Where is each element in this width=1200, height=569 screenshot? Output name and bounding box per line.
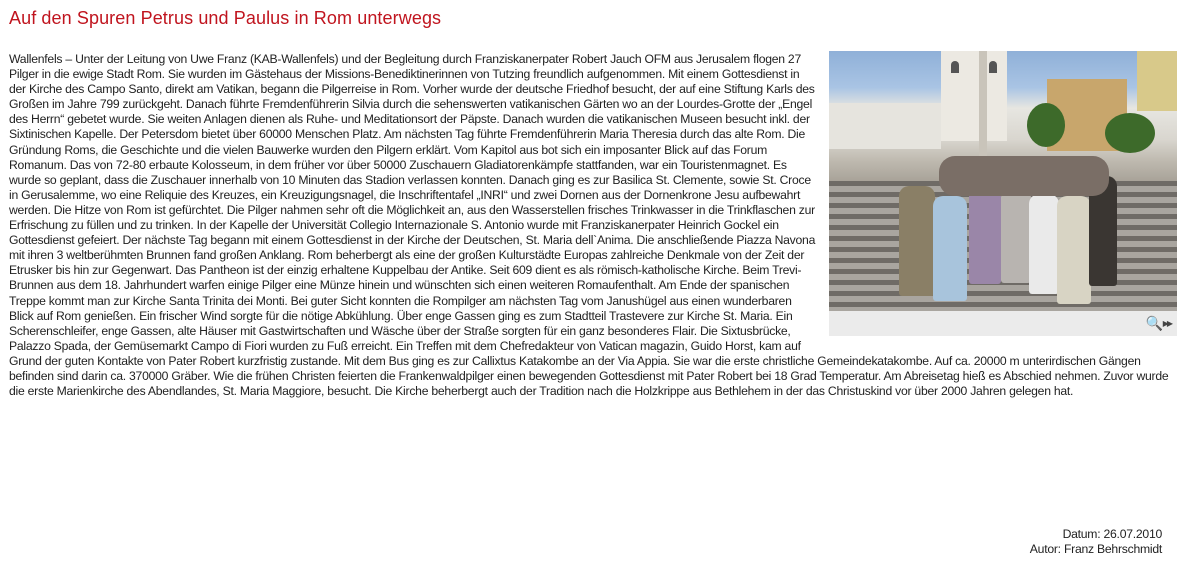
article-text: Wallenfels – Unter der Leitung von Uwe Franz (KAB-Wallenfels) und der Begleitung durch Franziskanerpater Robert Jauch OFM aus Jerusalem flogen 27 Pilger in die ewige Stadt Rom. Sie wurden im Gästehaus der Missions-Benediktinerinnen von Tutzing freundlich aufgenommen. Mit einem Gottesdienst in der Kirche des Campo Santo, direkt am Vatikan, begann die Pilgerreise in Rom. Vorher wurde der deutsche Friedhof besucht, der auf eine Stiftung Karls des Großen im Jahre 799 zurückgeht. Danach führte Fremdenführerin Silvia durch die sehenswerten vatikanischen Gärten wo an der Lourdes-Grotte der „Engel des Herrn“ gebetet wurde. Sie weiten Anlagen dienen als Ruhe- und Meditationsort der Päpste. Danach wurden die vatikanischen Museen besucht inkl. der Sixtinischen Kapelle. Der Petersdom bietet über 60000 Menschen Platz. Am nächsten Tag führte Fremdenführerin Maria Theresia durch das alte Rom. Die Gründung Roms, die Geschichte und die vielen Bauwerke wurden den Pilgern erklärt. Vom Kapitol aus bot sich ein imposanter Blick auf das Forum Romanum. Das von 72-80 erbaute Kolosseum, in dem früher vor über 50000 Zuschauern Gladiatorenkämpfe stattfanden, war ein Touristenmagnet. Es wurde so geplant, dass die Zuschauer innerhalb von 10 Minuten das Stadion verlassen konnten. Danach ging es zur Basilica St. Clemente, sowie St. Croce in Gerusalemme, wo eine Reliquie des Kreuzes, ein Kreuzigungsnagel, die Inschriftentafel „INRI“ und zwei Dornen aus der Dornenkrone Jesu aufbewahrt werden. Die Hitze von Rom ist gefürchtet. Die Pilger nahmen sehr oft die Möglichkeit an, aus den Wasserstellen frisches Trinkwasser in die Trinkflaschen zur Erfrischung zu füllen und zu trinken. In der Kapelle der Universität Collegio Internazionale S. Antonio wurde mit Franziskanerpater Heinrich Gockel ein Gottesdienst gefeiert. Der nächste Tag begann mit einem Gottesdienst in der Kirche der Deutschen, St. Maria dell`Anima. Die anschließende Piazza Navona mit ihren 3 weltberühmten Brunnen fand großen Anklang. Rom beherbergt als eine der großen Kulturstädte Europas zahlreiche Denkmale von der Zeit der Etrusker bis hin zur Gegenwart. Das Pantheon ist der einzig erhaltene Kuppelbau der Antike. Seit 609 dient es als römisch-katholische Kirche. Beim Trevi-Brunnen aus dem 18. Jahrhundert warfen einige Pilger eine Münze hinein und wünschten sich einen weiteren Romaufenthalt. Am Ende der spanischen Treppe kommt man zur Kirche Santa Trinita dei Monti. Bei guter Sicht konnten die Rompilger am nächsten Tag vom Janushügel aus einen wunderbaren Blick auf Rom genießen. Ein frischer Wind sorgte für die nötige Abkühlung. Über enge Gassen ging es zum Stadtteil Trastevere zur Kirche St. Maria. Ein Scherenschleifer, enge Gassen, alte Häuser mit Gastwirtschaften und Wäsche über der Straße sorgten für ein ganz besonderes Flair. Die Sixtusbrücke, Palazzo Spada, der Gemüsemarkt Campo di Fiori wurden zu Fuß erreicht. Ein Treffen mit dem Chefredakteur von Vatican magazin, Guido Horst, kam auf Grund der guten Kontakte von Pater Robert kurzfristig zustande. Mit dem Bus ging es zur Callixtus Katakombe an der Via Appia. Sie war die erste christliche Gemeindekatakombe. Auf ca. 20000 m unterirdischen Gängen befinden sind darin ca. 370000 Gräber. Wie die frühen Christen feierten die Frankenwaldpilger einen bewegenden Gottesdienst mit Pater Robert bei 18 Grad Temperatur. Am Abreisetag hieß es Abschied nehmen. Zuvor wurde die erste Marienkirche des Abendlandes, St. Maria Maggiore, besucht. Die Kirche beherbergt auch der Tradition nach die Holzkrippe aus Bethlehem in der das Christuskind vor über 2000 Jahren gelegen hat.: [9, 52, 1169, 399]
photo-building: [1137, 51, 1177, 111]
photo-caption-bar: [829, 311, 1177, 336]
article-title: Auf den Spuren Petrus und Paulus in Rom unterwegs: [9, 8, 442, 28]
article-author: [1030, 542, 1162, 557]
photo-tree: [1105, 113, 1155, 153]
author-value: Franz Behrschmidt: [1063, 542, 1162, 556]
date-label: Datum:: [1062, 527, 1101, 541]
date-value: 26.07.2010: [1103, 527, 1162, 541]
article-body-container: [9, 52, 1184, 399]
article-meta: [1030, 527, 1162, 557]
author-label: Autor:: [1029, 542, 1061, 556]
photo-church: [941, 51, 1007, 141]
group-photo[interactable]: [829, 51, 1177, 311]
forward-arrows-icon: ▶▶: [1162, 319, 1171, 328]
photo-obelisk: [979, 51, 987, 161]
magnifier-zoom-icon[interactable]: 🔍▶▶: [1145, 315, 1171, 331]
photo-pilgrim-group: [889, 146, 1109, 306]
article-date: [1030, 527, 1162, 542]
photo-palace: [829, 103, 941, 149]
photo-tree: [1027, 103, 1065, 147]
article-figure: [829, 51, 1177, 336]
